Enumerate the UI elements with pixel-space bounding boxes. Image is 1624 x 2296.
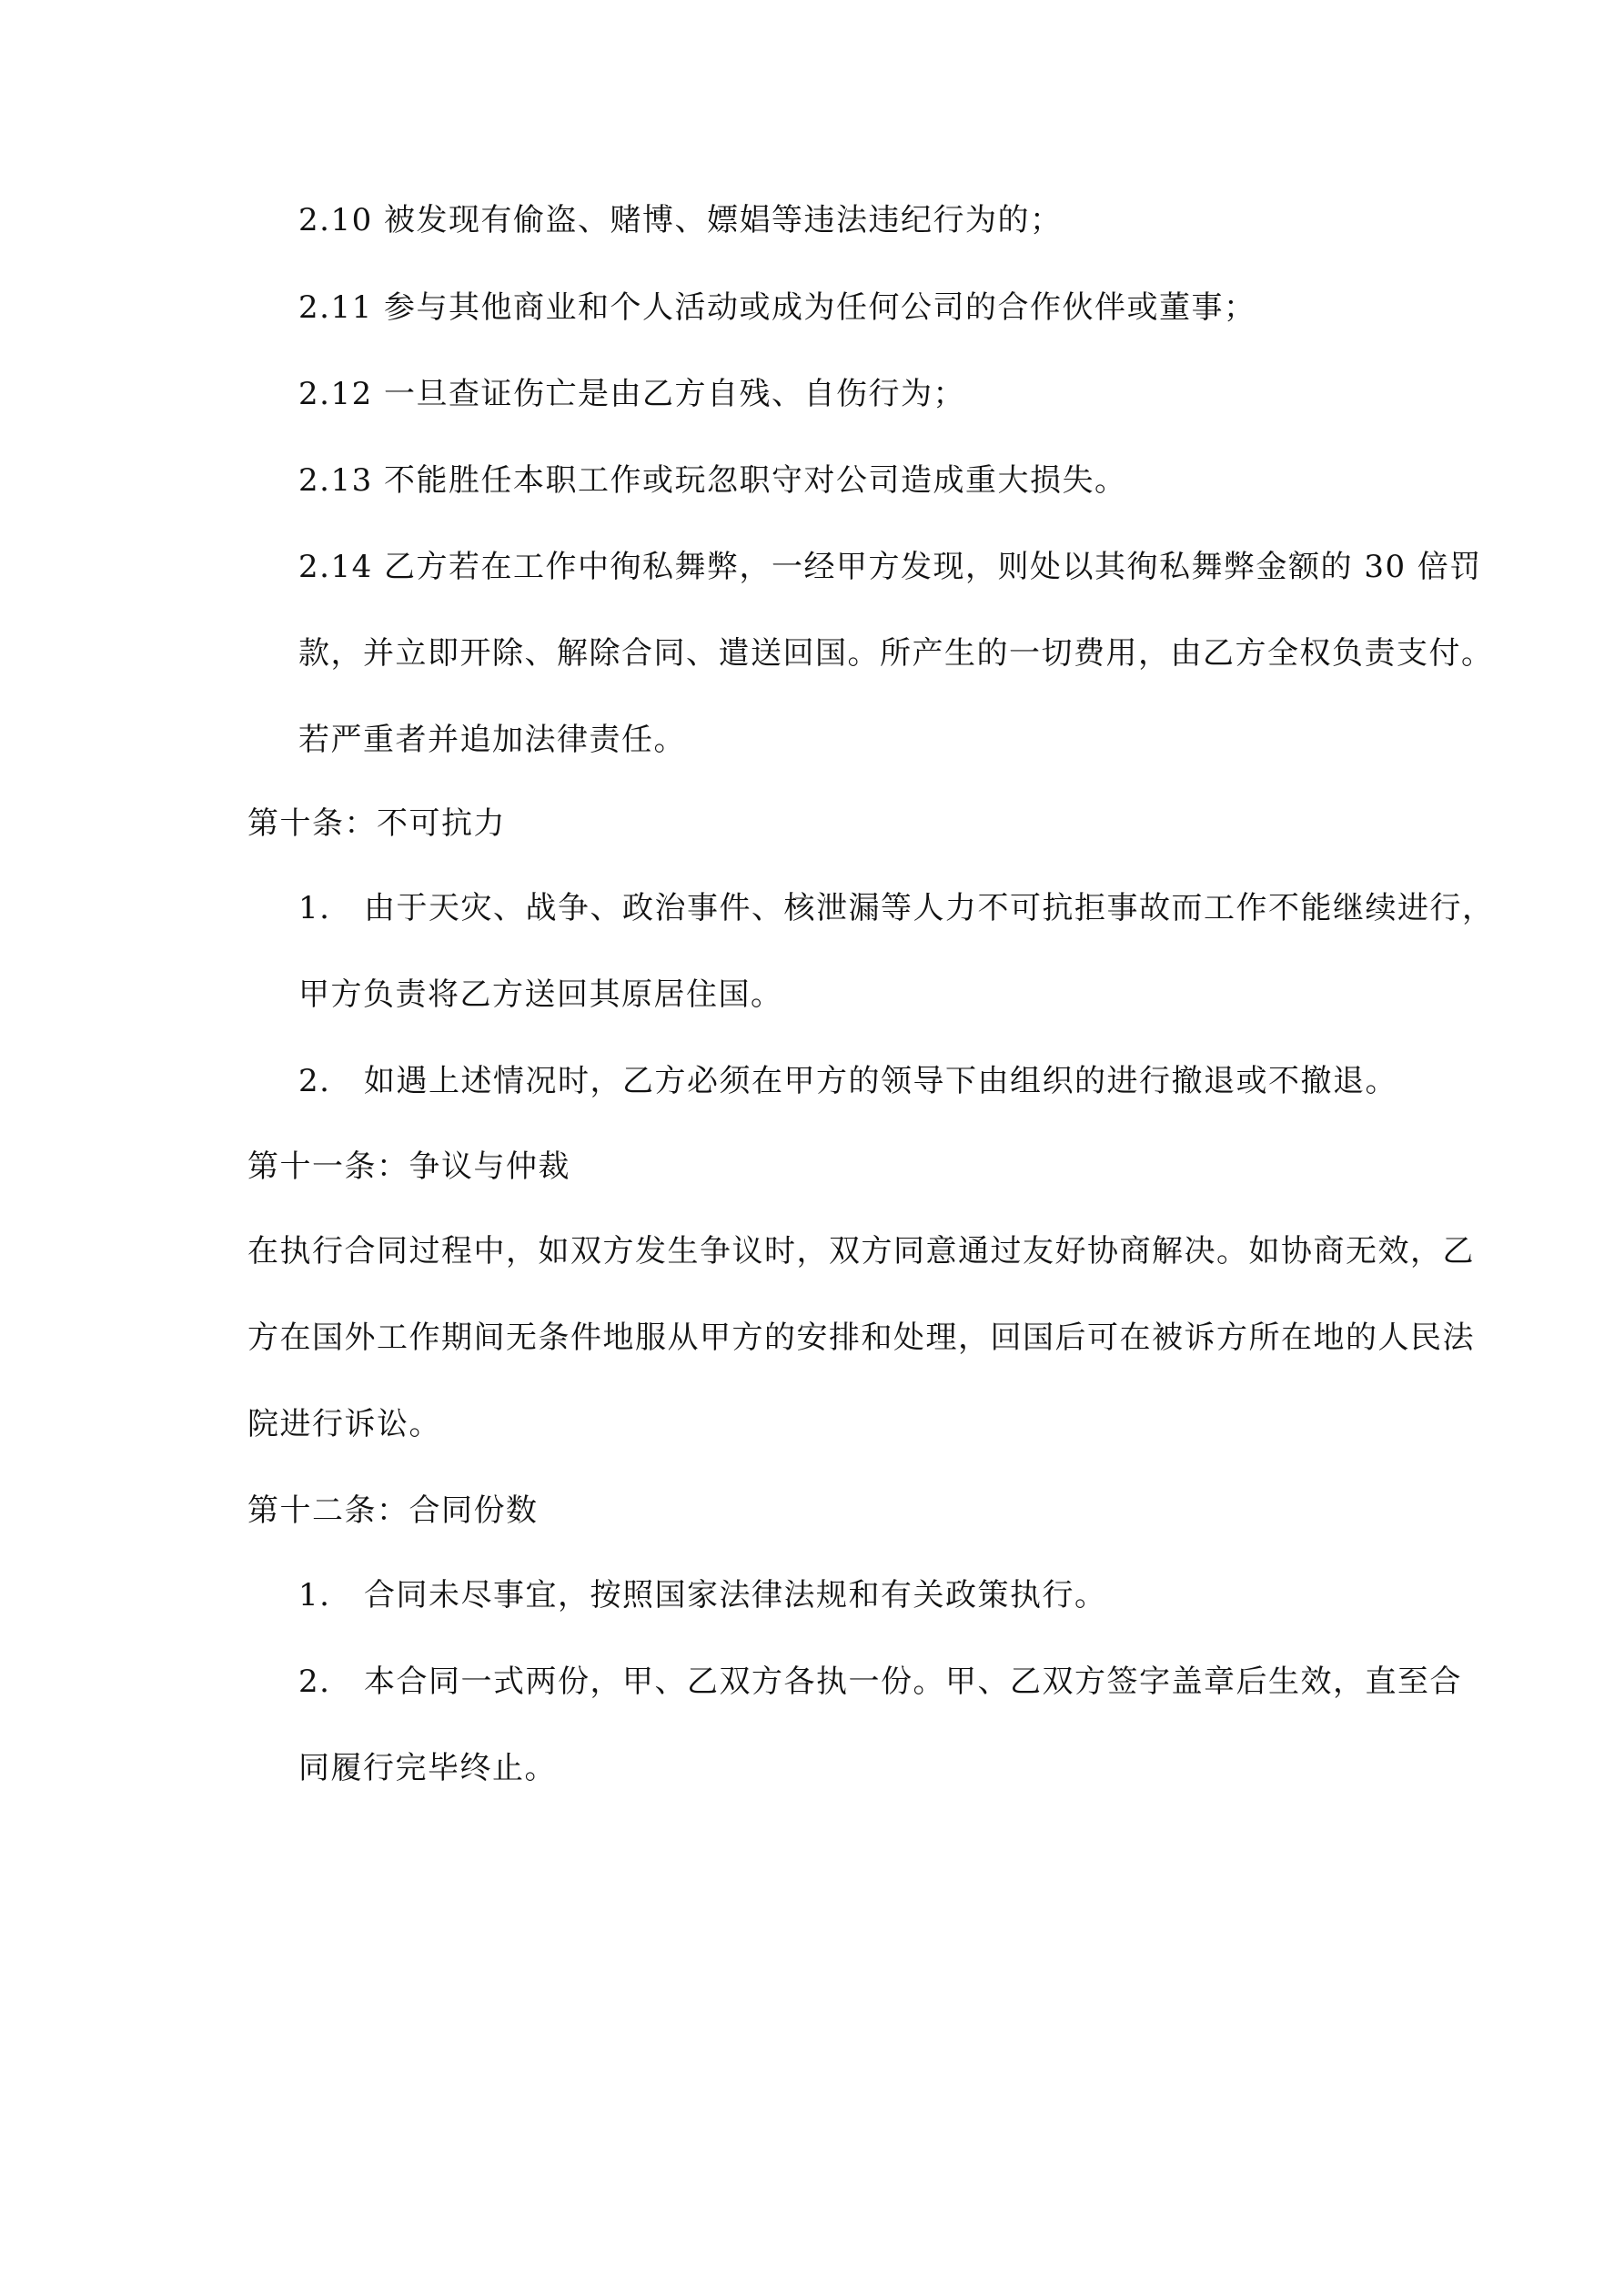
article-12-heading: 第十二条：合同份数	[247, 1492, 539, 1529]
article-11-line-2: 方在国外工作期间无条件地服从甲方的安排和处理，回国后可在被诉方所在地的人民法	[247, 1320, 1475, 1356]
list-number: 2.	[298, 1063, 331, 1099]
article-12-item-1	[298, 1577, 1107, 1613]
clause-2-14-line-2: 款，并立即开除、解除合同、遣送回国。所产生的一切费用，由乙方全权负责支付。	[298, 635, 1494, 672]
list-number: 1.	[298, 890, 331, 926]
list-text: 如遇上述情况时，乙方必须在甲方的领导下由组织的进行撤退或不撤退。	[364, 1063, 1397, 1099]
article-11-line-1: 在执行合同过程中，如双方发生争议时，双方同意通过友好协商解决。如协商无效，乙	[247, 1233, 1475, 1269]
list-number: 1.	[298, 1577, 331, 1613]
article-10-heading: 第十条：不可抗力	[247, 805, 506, 842]
clause-2-13: 2.13 不能胜任本职工作或玩忽职守对公司造成重大损失。	[298, 462, 1127, 499]
article-10-item-2	[298, 1063, 1397, 1099]
article-10-item-1-line-2: 甲方负责将乙方送回其原居住国。	[298, 976, 783, 1013]
clause-2-10: 2.10 被发现有偷盗、赌博、嫖娼等违法违纪行为的；	[298, 202, 1063, 238]
clause-2-14-line-3: 若严重者并追加法律责任。	[298, 722, 686, 758]
clause-2-14-line-1: 2.14 乙方若在工作中徇私舞弊，一经甲方发现，则处以其徇私舞弊金额的 30 倍罚	[298, 549, 1482, 585]
article-11-heading: 第十一条：争议与仲裁	[247, 1148, 570, 1185]
list-text: 由于天灾、战争、政治事件、核泄漏等人力不可抗拒事故而工作不能继续进行，	[364, 890, 1495, 926]
article-12-item-2-line-1	[298, 1664, 1462, 1700]
article-12-item-2-line-2: 同履行完毕终止。	[298, 1750, 557, 1786]
clause-2-12: 2.12 一旦查证伤亡是由乙方自残、自伤行为；	[298, 376, 966, 412]
list-text: 合同未尽事宜，按照国家法律法规和有关政策执行。	[364, 1577, 1107, 1613]
article-11-line-3: 院进行诉讼。	[247, 1406, 441, 1442]
list-text: 本合同一式两份，甲、乙双方各执一份。甲、乙双方签字盖章后生效，直至合	[364, 1664, 1462, 1700]
clause-2-11: 2.11 参与其他商业和个人活动或成为任何公司的合作伙伴或董事；	[298, 289, 1256, 326]
article-10-item-1-line-1	[298, 890, 1495, 926]
list-number: 2.	[298, 1664, 331, 1700]
